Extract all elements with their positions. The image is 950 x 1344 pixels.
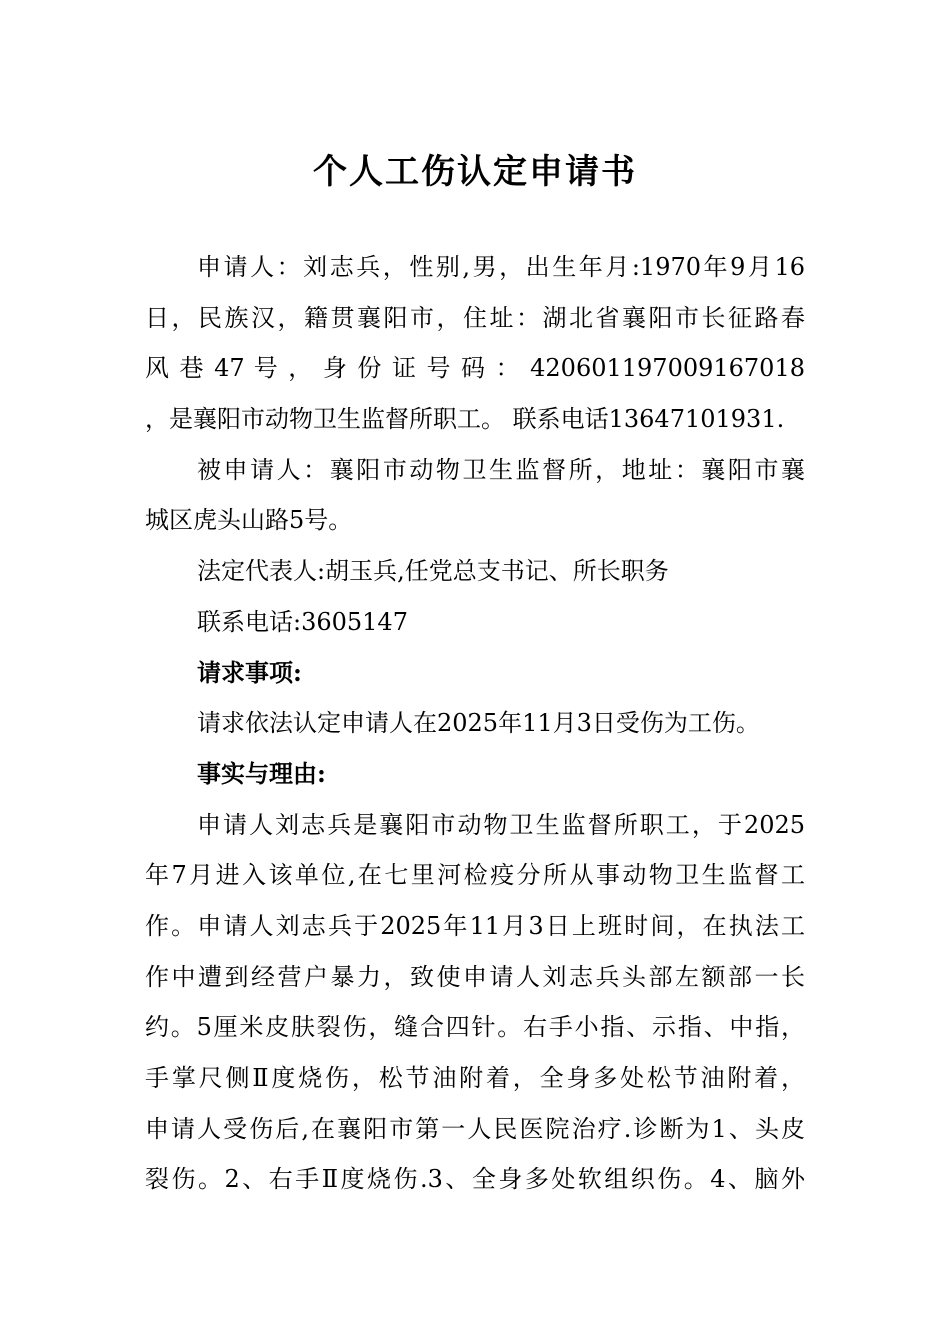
facts-line-5: 约。5厘米皮肤裂伤，缝合四针。右手小指、示指、中指，: [145, 1013, 805, 1042]
respondent-line-2: 城区虎头山路5号。: [145, 506, 353, 535]
facts-line-8: 裂伤。2、右手Ⅱ度烧伤.3、全身多处软组织伤。4、脑外: [145, 1165, 805, 1194]
request-heading: 请求事项:: [197, 657, 302, 687]
facts-line-3: 作。申请人刘志兵于2025年11月3日上班时间，在执法工: [145, 911, 805, 940]
applicant-line-4: ，是襄阳市动物卫生监督所职工。 联系电话13647101931.: [145, 405, 785, 434]
facts-line-1: 申请人刘志兵是襄阳市动物卫生监督所职工，于2025: [197, 810, 805, 839]
document-title: 个人工伤认定申请书: [313, 152, 637, 192]
applicant-line-1: 申请人：刘志兵，性别,男，出生年月:1970年9月16: [197, 253, 805, 281]
applicant-line-3: 风 巷 47 号 ， 身 份 证 号 码 ： 420601197009167018: [145, 354, 805, 383]
applicant-line-2: 日，民族汉，籍贯襄阳市，住址：湖北省襄阳市长征路春: [145, 303, 805, 332]
respondent-line-1: 被申请人：襄阳市动物卫生监督所，地址：襄阳市襄: [197, 455, 805, 484]
facts-line-7: 申请人受伤后,在襄阳市第一人民医院治疗.诊断为1、头皮: [145, 1114, 805, 1143]
facts-line-4: 作中遭到经营户暴力，致使申请人刘志兵头部左额部一长: [145, 962, 805, 991]
document-body: [145, 242, 805, 1205]
facts-line-2: 年7月进入该单位,在七里河检疫分所从事动物卫生监督工: [145, 861, 805, 890]
facts-heading: 事实与理由:: [197, 758, 326, 788]
facts-line-6: 手掌尺侧Ⅱ度烧伤，松节油附着，全身多处松节油附着，: [145, 1064, 805, 1092]
request-line: 请求依法认定申请人在2025年11月3日受伤为工伤。: [197, 709, 760, 738]
legal-representative-line: 法定代表人:胡玉兵,任党总支书记、所长职务: [197, 557, 669, 586]
contact-phone-line: 联系电话:3605147: [197, 607, 408, 636]
